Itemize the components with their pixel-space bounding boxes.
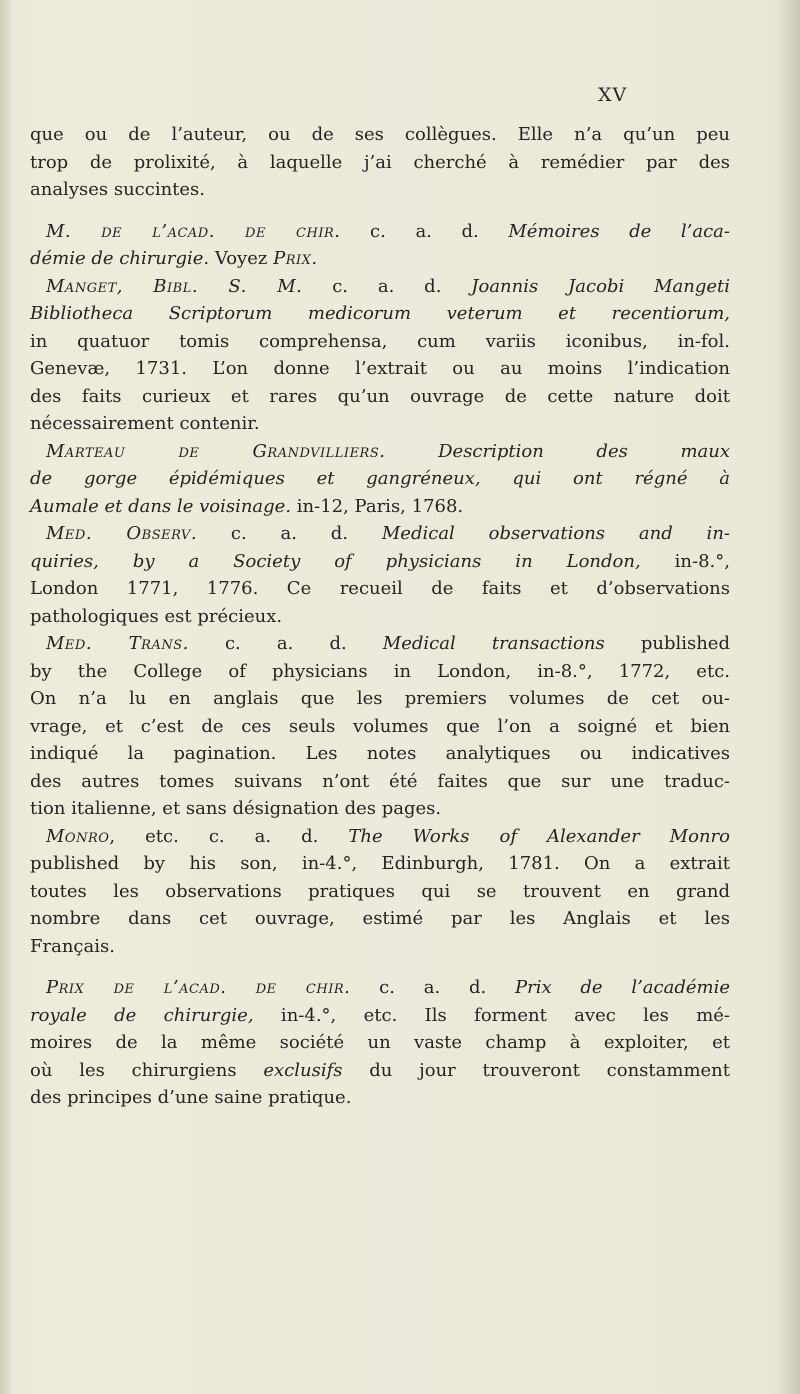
text-run: Voyez xyxy=(209,248,274,269)
text-run xyxy=(385,441,438,462)
entry-abbreviation: Manget, Bibl. S. M. xyxy=(46,275,303,297)
text-run: analyses succintes. xyxy=(30,179,206,200)
italic-title: Joannis Jacobi Mangeti xyxy=(471,275,730,297)
italic-title: The Works of Alexander Monro xyxy=(348,825,730,847)
text-line xyxy=(30,1084,730,1112)
entry-abbreviation: Prix de l’acad. de chir. xyxy=(46,977,351,998)
text-run: nécessairement contenir. xyxy=(30,413,260,434)
text-run: c. a. d. xyxy=(350,977,515,998)
text-line xyxy=(30,548,730,576)
italic-title: Prix de l’académie xyxy=(514,977,731,998)
body-text xyxy=(30,121,730,1112)
text-run: , etc. c. a. d. xyxy=(109,825,349,847)
entry-abbreviation: Prix. xyxy=(273,248,318,269)
text-run: du jour trouveront constamment xyxy=(342,1059,730,1081)
text-line xyxy=(30,273,730,301)
page-right-edge xyxy=(778,0,800,1394)
text-run: published xyxy=(604,633,730,654)
entry-abbreviation: Monro xyxy=(46,825,110,847)
text-line xyxy=(30,685,730,713)
italic-title: Medical transactions xyxy=(382,633,605,654)
text-line xyxy=(30,658,730,686)
text-run: que ou de l’auteur, ou de ses collègues. Elle n’a qu’un peu xyxy=(30,124,730,145)
text-line xyxy=(30,1057,730,1085)
text-run: des principes d’une saine pratique. xyxy=(30,1087,352,1108)
italic-title: Aumale et dans le voisinage. xyxy=(30,495,292,517)
text-line xyxy=(30,300,730,328)
text-line xyxy=(30,933,730,961)
text-run: Français. xyxy=(30,935,115,957)
text-line xyxy=(30,878,730,906)
text-line xyxy=(30,176,730,204)
text-line xyxy=(30,603,730,631)
text-run: by the College of physicians in London, in-8.°, 1772, etc. xyxy=(30,660,730,682)
paragraph-gap xyxy=(30,204,730,218)
text-line xyxy=(30,465,730,493)
text-run: Genevæ, 1731. L’on donne l’extrait ou au moins l’indication xyxy=(30,358,730,379)
paragraph-gap xyxy=(30,960,730,974)
text-run: tion italienne, et sans désignation des pages. xyxy=(30,798,442,819)
text-line xyxy=(30,1029,730,1057)
italic-title: démie de chirurgie. xyxy=(30,248,210,269)
entry-abbreviation: Med. Observ. xyxy=(46,523,198,544)
text-run: nombre dans cet ouvrage, estimé par les Anglais et les xyxy=(30,908,730,929)
text-line xyxy=(30,121,730,149)
italic-title: Mémoires de l’aca- xyxy=(508,220,730,242)
text-line xyxy=(30,768,730,796)
text-run: c. a. d. xyxy=(340,220,509,242)
text-line xyxy=(30,740,730,768)
text-line xyxy=(30,630,730,658)
entry-abbreviation: Med. Trans. xyxy=(46,633,189,654)
text-line xyxy=(30,520,730,548)
text-run: On n’a lu en anglais que les premiers volumes de cet ou- xyxy=(30,688,730,709)
text-line xyxy=(30,1002,730,1030)
text-run: in-12, Paris, 1768. xyxy=(291,495,464,517)
text-line xyxy=(30,713,730,741)
text-run: toutes les observations pratiques qui se trouvent en grand xyxy=(30,880,730,902)
italic-title: Bibliotheca Scriptorum medicorum veterum et recentiorum, xyxy=(30,303,730,324)
text-line xyxy=(30,245,730,273)
text-line xyxy=(30,850,730,878)
entry-abbreviation: M. de l’acad. de chir. xyxy=(46,220,341,242)
italic-title: Description des maux xyxy=(438,440,730,462)
text-run: vrage, et c’est de ces seuls volumes que l’on a soigné et bien xyxy=(30,715,730,737)
text-line xyxy=(30,493,730,521)
text-run: in-4.°, etc. Ils forment avec les mé- xyxy=(253,1004,731,1026)
text-run: trop de prolixité, à laquelle j’ai cherché à remédier par des xyxy=(30,151,730,173)
italic-title: quiries, by a Society of physicians in London, xyxy=(30,550,641,572)
text-line xyxy=(30,149,730,177)
text-line xyxy=(30,438,730,466)
text-run: indiqué la pagination. Les notes analytiques ou indicatives xyxy=(30,743,730,764)
italic-title: Medical observations and in- xyxy=(381,523,730,544)
text-run: published by his son, in-4.°, Edinburgh, 1781. On a extrait xyxy=(30,853,730,874)
text-line xyxy=(30,823,730,851)
page-gutter xyxy=(0,0,10,1394)
italic-title: royale de chirurgie, xyxy=(30,1004,254,1026)
text-line xyxy=(30,328,730,356)
text-run: où les chirurgiens xyxy=(30,1059,264,1081)
italic-title: qui ont régné à xyxy=(512,468,730,489)
text-run: pathologiques est précieux. xyxy=(30,605,283,627)
text-run xyxy=(481,468,513,489)
text-run: des autres tomes suivans n’ont été faites que sur une traduc- xyxy=(30,770,730,792)
text-line xyxy=(30,218,730,246)
text-run: moires de la même société un vaste champ à exploiter, et xyxy=(30,1032,730,1053)
text-run: in quatuor tomis comprehensa, cum variis iconibus, in-fol. xyxy=(30,330,730,352)
text-line xyxy=(30,355,730,383)
text-line xyxy=(30,410,730,438)
italic-title: de gorge épidémiques et gangréneux, xyxy=(30,468,481,489)
italic-title: exclusifs xyxy=(263,1059,343,1081)
text-line xyxy=(30,383,730,411)
text-line xyxy=(30,795,730,823)
text-run: c. a. d. xyxy=(188,633,383,654)
page-number: XV xyxy=(598,84,628,106)
text-run: London 1771, 1776. Ce recueil de faits et d’observations xyxy=(30,578,730,599)
text-run: c. a. d. xyxy=(302,275,472,297)
text-run: in-8.°, xyxy=(640,550,730,572)
entry-abbreviation: Marteau de Grandvilliers. xyxy=(46,440,386,462)
text-run: des faits curieux et rares qu’un ouvrage de cette nature doit xyxy=(30,385,730,407)
text-line xyxy=(30,905,730,933)
text-line xyxy=(30,974,730,1002)
text-run: c. a. d. xyxy=(197,523,382,544)
text-line xyxy=(30,575,730,603)
